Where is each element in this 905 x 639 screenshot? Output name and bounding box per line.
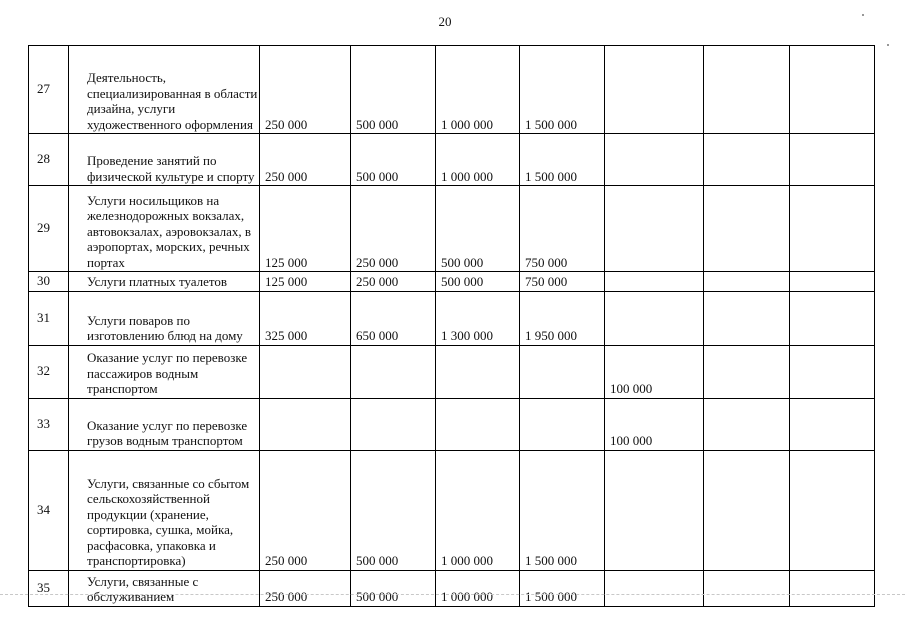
scan-edge-line (0, 594, 905, 595)
value-cell: 250 000 (260, 134, 351, 186)
value-cell (704, 398, 790, 450)
row-number: 32 (29, 345, 69, 398)
value-cell (790, 291, 875, 345)
value-cell (520, 398, 605, 450)
value-cell (605, 291, 704, 345)
value-cell: 1 000 000 (436, 570, 520, 606)
service-description: Деятельность, специализированная в области дизайна, услуги художественного оформления (69, 46, 260, 134)
value-cell (790, 450, 875, 570)
value-cell (790, 46, 875, 134)
row-number: 33 (29, 398, 69, 450)
value-cell: 1 500 000 (520, 134, 605, 186)
value-cell: 250 000 (351, 272, 436, 292)
value-cell: 250 000 (351, 186, 436, 272)
value-cell (260, 398, 351, 450)
value-cell (704, 134, 790, 186)
value-cell: 1 000 000 (436, 134, 520, 186)
table-row (29, 450, 875, 570)
value-cell: 500 000 (436, 186, 520, 272)
value-cell (436, 345, 520, 398)
value-cell (605, 186, 704, 272)
value-cell: 1 950 000 (520, 291, 605, 345)
value-cell (704, 291, 790, 345)
value-cell (605, 134, 704, 186)
service-description: Услуги, связанные с обслуживанием (69, 570, 260, 606)
table-row (29, 345, 875, 398)
value-cell: 250 000 (260, 450, 351, 570)
value-cell: 500 000 (351, 570, 436, 606)
row-number: 31 (29, 291, 69, 345)
tariff-table (28, 45, 875, 607)
row-number: 29 (29, 186, 69, 272)
value-cell (436, 398, 520, 450)
value-cell (704, 570, 790, 606)
service-description: Оказание услуг по перевозке грузов водным транспортом (69, 398, 260, 450)
value-cell: 1 000 000 (436, 46, 520, 134)
service-description: Услуги носильщиков на железнодорожных вокзалах, автовокзалах, аэровокзалах, в аэропортах, морских, речных портах (69, 186, 260, 272)
row-number: 28 (29, 134, 69, 186)
value-cell (704, 345, 790, 398)
value-cell: 500 000 (351, 46, 436, 134)
scan-speck (862, 14, 864, 16)
service-description: Проведение занятий по физической культуре и спорту (69, 134, 260, 186)
value-cell (351, 398, 436, 450)
value-cell: 125 000 (260, 272, 351, 292)
value-cell: 650 000 (351, 291, 436, 345)
value-cell: 1 500 000 (520, 450, 605, 570)
row-number: 35 (29, 570, 69, 606)
value-cell: 125 000 (260, 186, 351, 272)
service-description: Оказание услуг по перевозке пассажиров водным транспортом (69, 345, 260, 398)
value-cell: 325 000 (260, 291, 351, 345)
value-cell (790, 570, 875, 606)
value-cell (704, 186, 790, 272)
row-number: 30 (29, 272, 69, 292)
table-row (29, 570, 875, 606)
table-row (29, 398, 875, 450)
value-cell (704, 450, 790, 570)
service-description: Услуги поваров по изготовлению блюд на дому (69, 291, 260, 345)
value-cell: 500 000 (351, 450, 436, 570)
value-cell (605, 570, 704, 606)
value-cell (790, 186, 875, 272)
value-cell: 100 000 (605, 345, 704, 398)
table-row (29, 134, 875, 186)
value-cell (605, 46, 704, 134)
row-number: 34 (29, 450, 69, 570)
value-cell: 750 000 (520, 186, 605, 272)
value-cell (605, 272, 704, 292)
value-cell (520, 345, 605, 398)
value-cell: 750 000 (520, 272, 605, 292)
value-cell: 1 500 000 (520, 570, 605, 606)
value-cell: 250 000 (260, 570, 351, 606)
service-description: Услуги платных туалетов (69, 272, 260, 292)
value-cell: 100 000 (605, 398, 704, 450)
scan-speck (887, 44, 889, 46)
page-number: 20 (438, 14, 452, 29)
value-cell (704, 46, 790, 134)
table-row (29, 46, 875, 134)
value-cell (790, 134, 875, 186)
value-cell (704, 272, 790, 292)
value-cell: 1 500 000 (520, 46, 605, 134)
value-cell: 500 000 (351, 134, 436, 186)
value-cell (790, 345, 875, 398)
table-row (29, 291, 875, 345)
value-cell (790, 272, 875, 292)
service-description: Услуги, связанные со сбытом сельскохозяйственной продукции (хранение, сортировка, сушка, мойка, расфасовка, упаковка и транспортировка) (69, 450, 260, 570)
value-cell (790, 398, 875, 450)
table-row (29, 272, 875, 292)
value-cell (351, 345, 436, 398)
row-number: 27 (29, 46, 69, 134)
value-cell: 1 300 000 (436, 291, 520, 345)
value-cell: 1 000 000 (436, 450, 520, 570)
value-cell: 250 000 (260, 46, 351, 134)
value-cell: 500 000 (436, 272, 520, 292)
value-cell (605, 450, 704, 570)
table-body (29, 46, 875, 607)
value-cell (260, 345, 351, 398)
table-row (29, 186, 875, 272)
